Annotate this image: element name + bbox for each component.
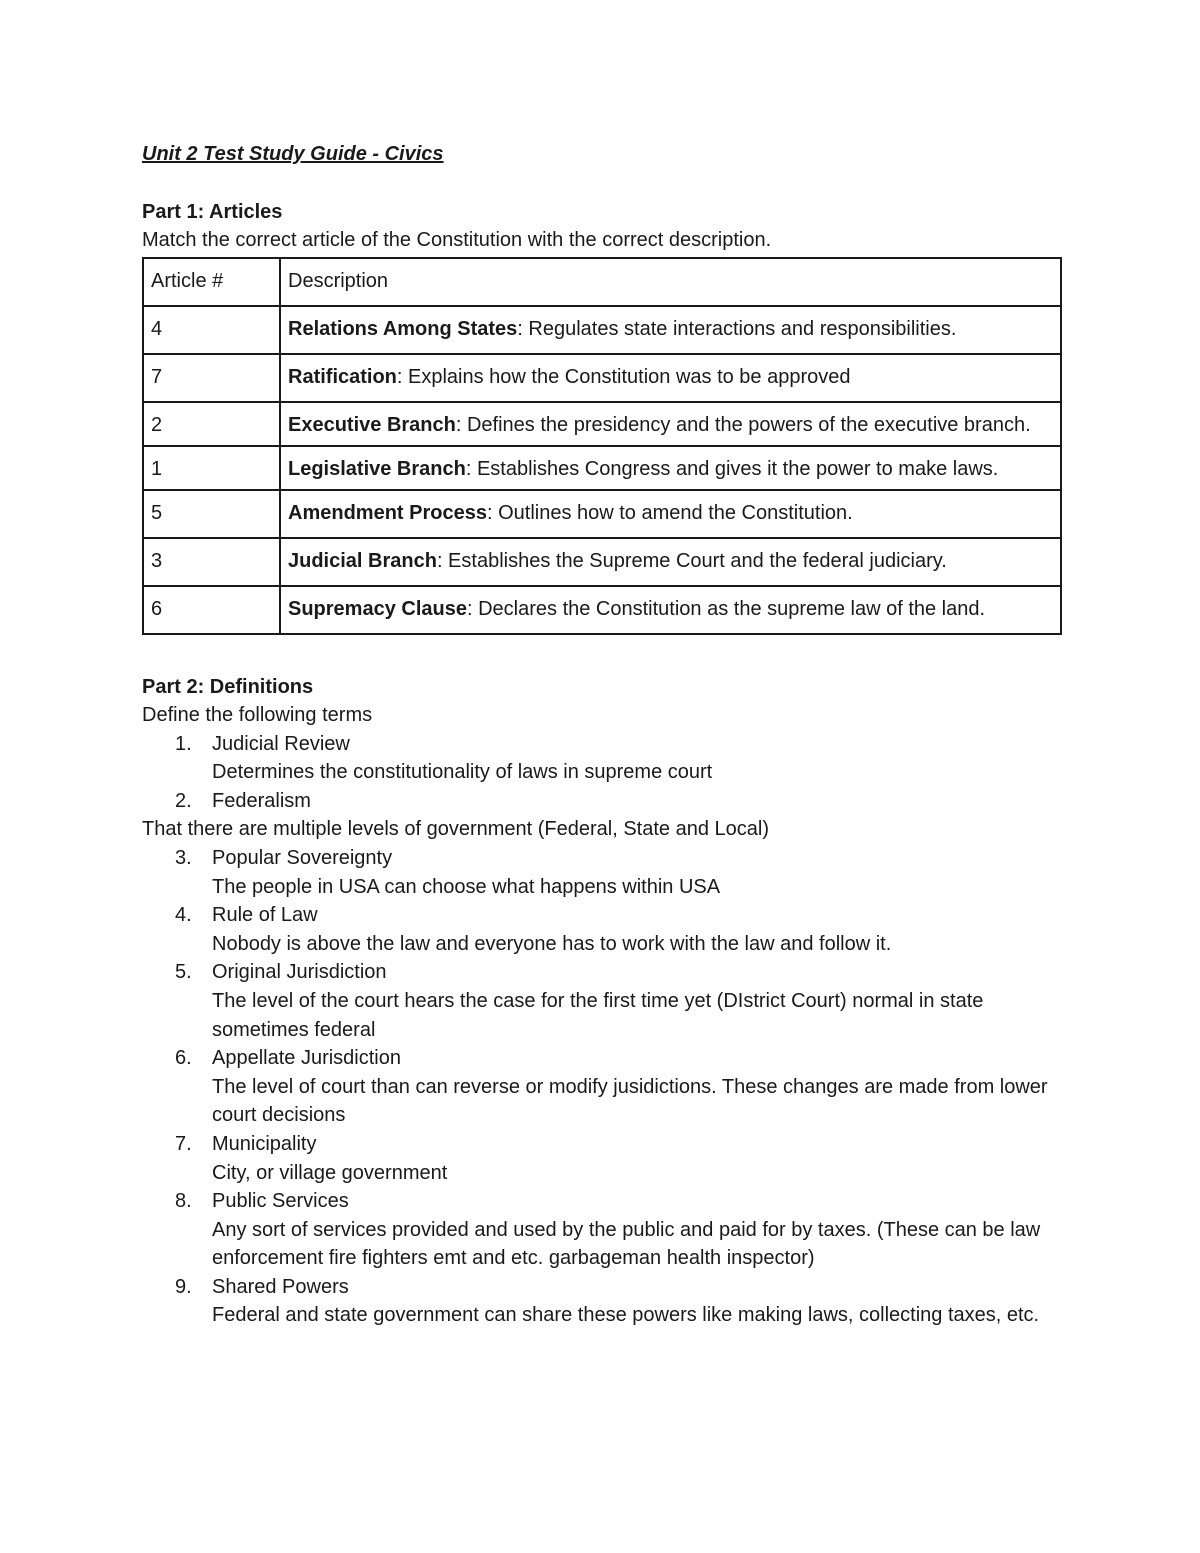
item-term: Public Services — [212, 1190, 349, 1213]
item-number: 2. — [175, 789, 192, 812]
item-definition: The level of court than can reverse or modify jusidictions. These changes are made from lower court decisions — [212, 1075, 1048, 1127]
article-number: 3 — [143, 538, 280, 586]
item-number: 9. — [175, 1275, 192, 1298]
item-number: 7. — [175, 1132, 192, 1155]
item-definition: Nobody is above the law and everyone has to work with the law and follow it. — [212, 932, 892, 955]
article-term: Executive Branch — [288, 414, 456, 436]
table-row — [143, 306, 1061, 354]
item-number: 6. — [175, 1047, 192, 1070]
list-item — [142, 1273, 1062, 1302]
item-definition: City, or village government — [212, 1161, 448, 1184]
part2-instruction: Define the following terms — [142, 704, 373, 726]
article-desc-text: : Regulates state interactions and responsibilities. — [517, 318, 957, 340]
item-number: 3. — [175, 846, 192, 869]
article-number: 1 — [143, 446, 280, 490]
table-row — [143, 446, 1061, 490]
list-item — [142, 787, 1062, 816]
article-number: 5 — [143, 490, 280, 538]
article-term: Relations Among States — [288, 318, 518, 340]
list-item — [142, 844, 1062, 873]
table-row — [143, 402, 1061, 446]
article-description — [280, 354, 1061, 402]
article-description — [280, 306, 1061, 354]
header-article-number: Article # — [143, 258, 280, 306]
table-header-row — [143, 258, 1061, 306]
item-term: Popular Sovereignty — [212, 846, 393, 869]
article-description — [280, 402, 1061, 446]
list-item — [142, 901, 1062, 930]
article-desc-text: : Establishes the Supreme Court and the federal judiciary. — [436, 550, 947, 572]
item-term: Appellate Jurisdiction — [212, 1047, 401, 1070]
document-page — [142, 140, 1062, 1330]
part1-instruction: Match the correct article of the Constitution with the correct description. — [142, 229, 772, 251]
item-term: Federalism — [212, 789, 311, 812]
article-term: Ratification — [288, 366, 397, 388]
document-title: Unit 2 Test Study Guide - Civics — [142, 143, 444, 165]
part2-heading: Part 2: Definitions — [142, 676, 314, 698]
item-term: Original Jurisdiction — [212, 961, 387, 984]
item-definition: The people in USA can choose what happens within USA — [212, 875, 721, 898]
item-number: 1. — [175, 732, 192, 755]
item-number: 8. — [175, 1190, 192, 1213]
article-description — [280, 446, 1061, 490]
article-number: 7 — [143, 354, 280, 402]
article-description — [280, 538, 1061, 586]
table-row — [143, 354, 1061, 402]
item-number: 5. — [175, 961, 192, 984]
article-term: Judicial Branch — [288, 550, 437, 572]
item-definition: Federal and state government can share these powers like making laws, collecting taxes, etc. — [212, 1304, 1040, 1327]
article-description — [280, 586, 1061, 634]
table-row — [143, 490, 1061, 538]
header-description: Description — [280, 258, 1061, 306]
article-desc-text: : Defines the presidency and the powers of the executive branch. — [455, 414, 1031, 436]
article-term: Legislative Branch — [288, 458, 466, 480]
item-number: 4. — [175, 904, 192, 927]
list-item — [142, 1187, 1062, 1216]
table-row — [143, 586, 1061, 634]
article-desc-text: : Establishes Congress and gives it the power to make laws. — [465, 458, 999, 480]
definitions-list — [142, 730, 1062, 1330]
item-term: Rule of Law — [212, 904, 318, 927]
article-desc-text: : Declares the Constitution as the supreme law of the land. — [466, 598, 986, 620]
item-term: Municipality — [212, 1132, 317, 1155]
list-item — [142, 730, 1062, 759]
article-number: 6 — [143, 586, 280, 634]
item-definition: Any sort of services provided and used by the public and paid for by taxes. (These can be law enforcement fire fighters emt and etc. garbageman health inspector) — [212, 1218, 1041, 1270]
part2-section — [142, 673, 1062, 1330]
table-row — [143, 538, 1061, 586]
article-desc-text: : Outlines how to amend the Constitution. — [486, 502, 853, 524]
article-number: 2 — [143, 402, 280, 446]
item-definition: Determines the constitutionality of laws in supreme court — [212, 761, 713, 784]
item-term: Judicial Review — [212, 732, 350, 755]
list-item — [142, 1044, 1062, 1073]
item-term: Shared Powers — [212, 1275, 349, 1298]
article-desc-text: : Explains how the Constitution was to be approved — [396, 366, 851, 388]
article-description — [280, 490, 1061, 538]
article-number: 4 — [143, 306, 280, 354]
article-term: Amendment Process — [288, 502, 487, 524]
list-item — [142, 958, 1062, 987]
articles-table — [142, 257, 1062, 635]
item-definition: The level of the court hears the case for the first time yet (DIstrict Court) normal in state sometimes federal — [212, 989, 984, 1041]
part1-heading: Part 1: Articles — [142, 201, 283, 223]
item-definition: That there are multiple levels of government (Federal, State and Local) — [142, 818, 769, 841]
list-item — [142, 1130, 1062, 1159]
article-term: Supremacy Clause — [288, 598, 467, 620]
